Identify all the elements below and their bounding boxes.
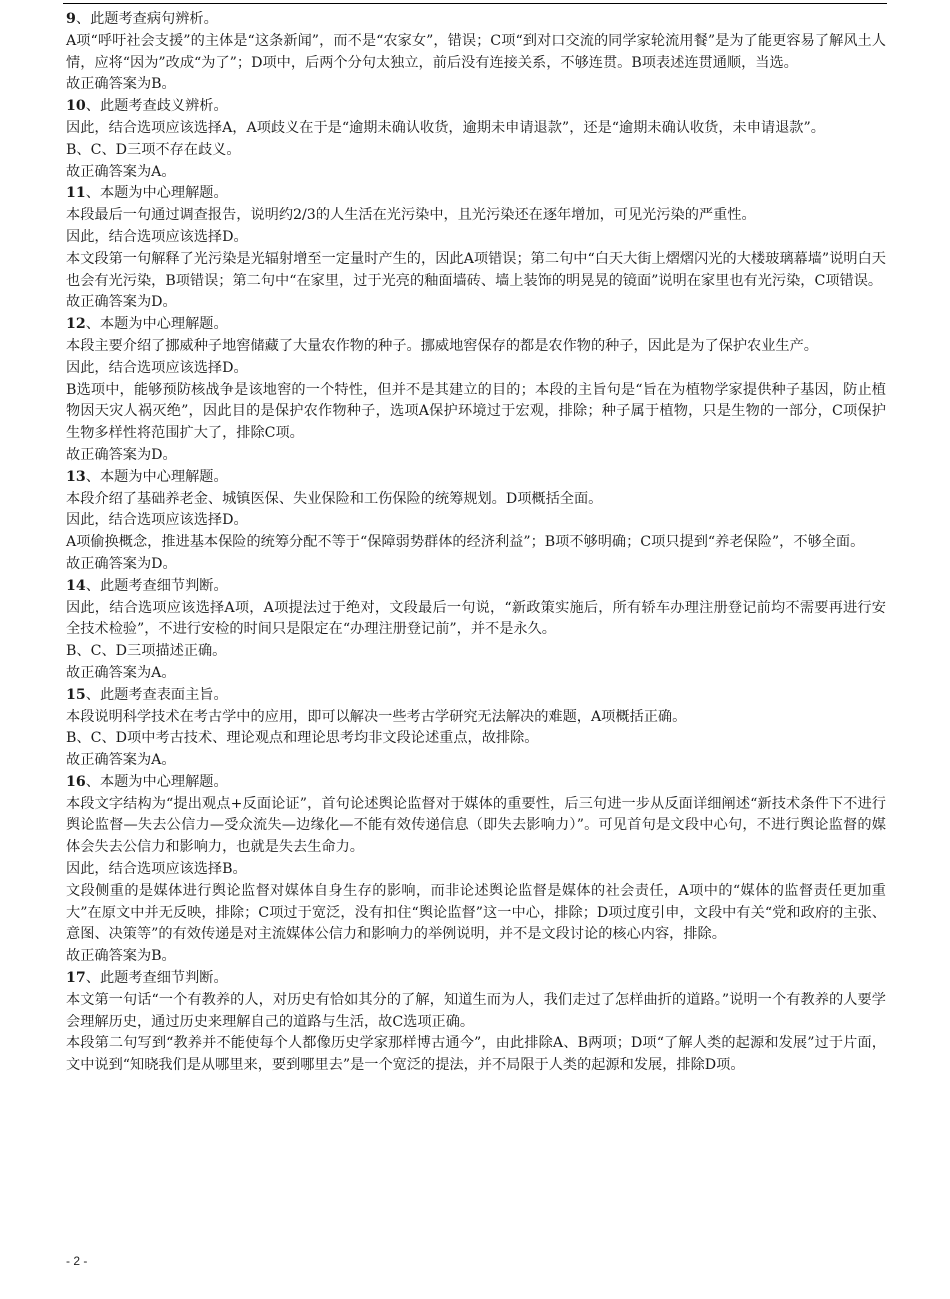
question-title: 、此题考查细节判断。 (85, 577, 228, 594)
question-block (66, 772, 886, 968)
question-number: 9 (66, 11, 76, 27)
explanation-paragraph: 本段文字结构为“提出观点+反面论证”，首句论述舆论监督对于媒体的重要性，后三句进一步从反面详细阐述“新技术条件下不进行舆论监督—失去公信力—受众流失—边缘化—不能有效传递信息（即失去影响力）”。可见首句是文段中心句，不进行舆论监督的媒体会失去公信力和影响力，也就是失去生命力。 (66, 795, 886, 856)
question-block (66, 96, 886, 183)
explanation-paragraph: A项偷换概念，推进基本保险的统筹分配不等于“保障弱势群体的经济利益”；B项不够明确；C项只提到“养老保险”，不够全面。 (66, 534, 865, 551)
question-block (66, 576, 886, 685)
question-heading (66, 968, 886, 990)
question-block (66, 467, 886, 576)
question-heading (66, 772, 886, 794)
explanation-paragraph: A项“呼吁社会支援”的主体是“这条新闻”，而不是“农家女”，错误；C项“到对口交流的同学家轮流用餐”是为了能更容易了解风土人情，应将“因为”改成“为了”；D项中，后两个分句太独立，前后没有连接关系，不够连贯。B项表述连贯通顺，当选。 (66, 32, 886, 71)
explanation-paragraph: 故正确答案为D。 (66, 555, 177, 572)
explanation-paragraph: 因此，结合选项应该选择D。 (66, 512, 248, 529)
explanation-paragraph: 本段说明科学技术在考古学中的应用，即可以解决一些考古学研究无法解决的难题，A项概括正确。 (66, 708, 687, 725)
question-title: 、此题考查病句辨析。 (75, 11, 218, 27)
question-title: 、此题考查表面主旨。 (85, 686, 228, 703)
explanation-paragraph: 因此，结合选项应该选择A，A项歧义在于是“逾期未确认收货，逾期未申请退款”，还是“逾期未确认收货，未申请退款”。 (66, 119, 825, 136)
question-heading (66, 9, 886, 31)
question-number: 15 (66, 686, 86, 703)
question-title: 、本题为中心理解题。 (85, 468, 228, 485)
question-number: 12 (66, 316, 86, 333)
explanation-paragraph: B、C、D三项描述正确。 (66, 643, 227, 660)
explanation-paragraph: 因此，结合选项应该选择B。 (66, 861, 247, 878)
question-block (66, 685, 886, 772)
explanation-paragraph: 本文第一句话“一个有教养的人，对历史有恰如其分的了解，知道生而为人，我们走过了怎样曲折的道路。”说明一个有教养的人要学会理解历史，通过历史来理解自己的道路与生活，故C选项正确。 (66, 991, 886, 1030)
question-number: 17 (66, 970, 86, 987)
explanation-paragraph: 因此，结合选项应该选择D。 (66, 359, 248, 376)
question-block (66, 183, 886, 314)
question-heading (66, 576, 886, 598)
question-heading (66, 467, 886, 489)
top-rule (63, 3, 887, 4)
explanation-paragraph: 本段介绍了基础养老金、城镇医保、失业保险和工伤保险的统筹规划。D项概括全面。 (66, 490, 603, 507)
question-heading (66, 96, 886, 118)
question-title: 、此题考查细节判断。 (85, 970, 228, 987)
question-block (66, 314, 886, 467)
question-title: 、本题为中心理解题。 (85, 185, 228, 202)
explanation-paragraph: 因此，结合选项应该选择A项，A项提法过于绝对，文段最后一句说，“新政策实施后，所有轿车办理注册登记前均不需要再进行安全技术检验”，不进行安检的时间只是限定在“办理注册登记前”，并不是永久。 (66, 599, 886, 638)
question-title: 、此题考查歧义辨析。 (85, 98, 228, 115)
question-title: 、本题为中心理解题。 (85, 773, 228, 790)
explanation-paragraph: B、C、D项中考古技术、理论观点和理论思考均非文段论述重点，故排除。 (66, 730, 539, 747)
question-number: 14 (66, 577, 86, 594)
explanation-paragraph: 故正确答案为D。 (66, 446, 177, 463)
explanation-paragraph: 本段最后一句通过调查报告，说明约2/3的人生活在光污染中，且光污染还在逐年增加，可见光污染的严重性。 (66, 207, 756, 224)
question-heading (66, 685, 886, 707)
question-title: 、本题为中心理解题。 (85, 316, 228, 333)
explanation-paragraph: 故正确答案为B。 (66, 948, 176, 965)
question-number: 11 (66, 185, 86, 202)
explanation-paragraph: 故正确答案为D。 (66, 294, 177, 311)
question-number: 16 (66, 773, 86, 790)
explanation-paragraph: 故正确答案为B。 (66, 76, 176, 93)
explanation-paragraph: 因此，结合选项应该选择D。 (66, 228, 248, 245)
question-block (66, 968, 886, 1077)
explanation-paragraph: 文段侧重的是媒体进行舆论监督对媒体自身生存的影响，而非论述舆论监督是媒体的社会责任，A项中的“媒体的监督责任更加重大”在原文中并无反映，排除；C项过于宽泛，没有扣住“舆论监督”这一中心，排除；D项过度引申，文段中有关“党和政府的主张、意图、决策等”的有效传递是对主流媒体公信力和影响力的举例说明，并不是文段讨论的核心内容，排除。 (66, 882, 886, 943)
explanation-paragraph: 故正确答案为A。 (66, 752, 176, 769)
explanation-paragraph: 本段第二句写到“教养并不能使每个人都像历史学家那样博古通今”，由此排除A、B两项；D项“了解人类的起源和发展”过于片面，文中说到“知晓我们是从哪里来，要到哪里去”是一个宽泛的提法，并不局限于人类的起源和发展，排除D项。 (66, 1035, 886, 1074)
answer-explanations (66, 9, 886, 1077)
explanation-paragraph: 本段主要介绍了挪威种子地窖储藏了大量农作物的种子。挪威地窖保存的都是农作物的种子，因此是为了保护农业生产。 (66, 337, 818, 354)
question-heading (66, 183, 886, 205)
explanation-paragraph: 故正确答案为A。 (66, 664, 176, 681)
question-block (66, 9, 886, 96)
explanation-paragraph: 本文段第一句解释了光污染是光辐射增至一定量时产生的，因此A项错误；第二句中“白天大街上熠熠闪光的大楼玻璃幕墙”说明白天也会有光污染，B项错误；第二句中“在家里，过于光亮的釉面墙砖、墙上装饰的明晃晃的镜面”说明在家里也有光污染，C项错误。 (66, 250, 886, 289)
page-number: - 2 - (66, 1254, 88, 1268)
explanation-paragraph: 故正确答案为A。 (66, 163, 176, 180)
question-number: 10 (66, 98, 86, 115)
explanation-paragraph: B选项中，能够预防核战争是该地窖的一个特性，但并不是其建立的目的；本段的主旨句是“旨在为植物学家提供种子基因，防止植物因天灾人祸灭绝”，因此目的是保护农作物种子，选项A保护环境过于宏观，排除；种子属于植物，只是生物的一部分，C项保护生物多样性将范围扩大了，排除C项。 (66, 381, 886, 442)
question-number: 13 (66, 468, 86, 485)
explanation-paragraph: B、C、D三项不存在歧义。 (66, 141, 241, 158)
question-heading (66, 314, 886, 336)
